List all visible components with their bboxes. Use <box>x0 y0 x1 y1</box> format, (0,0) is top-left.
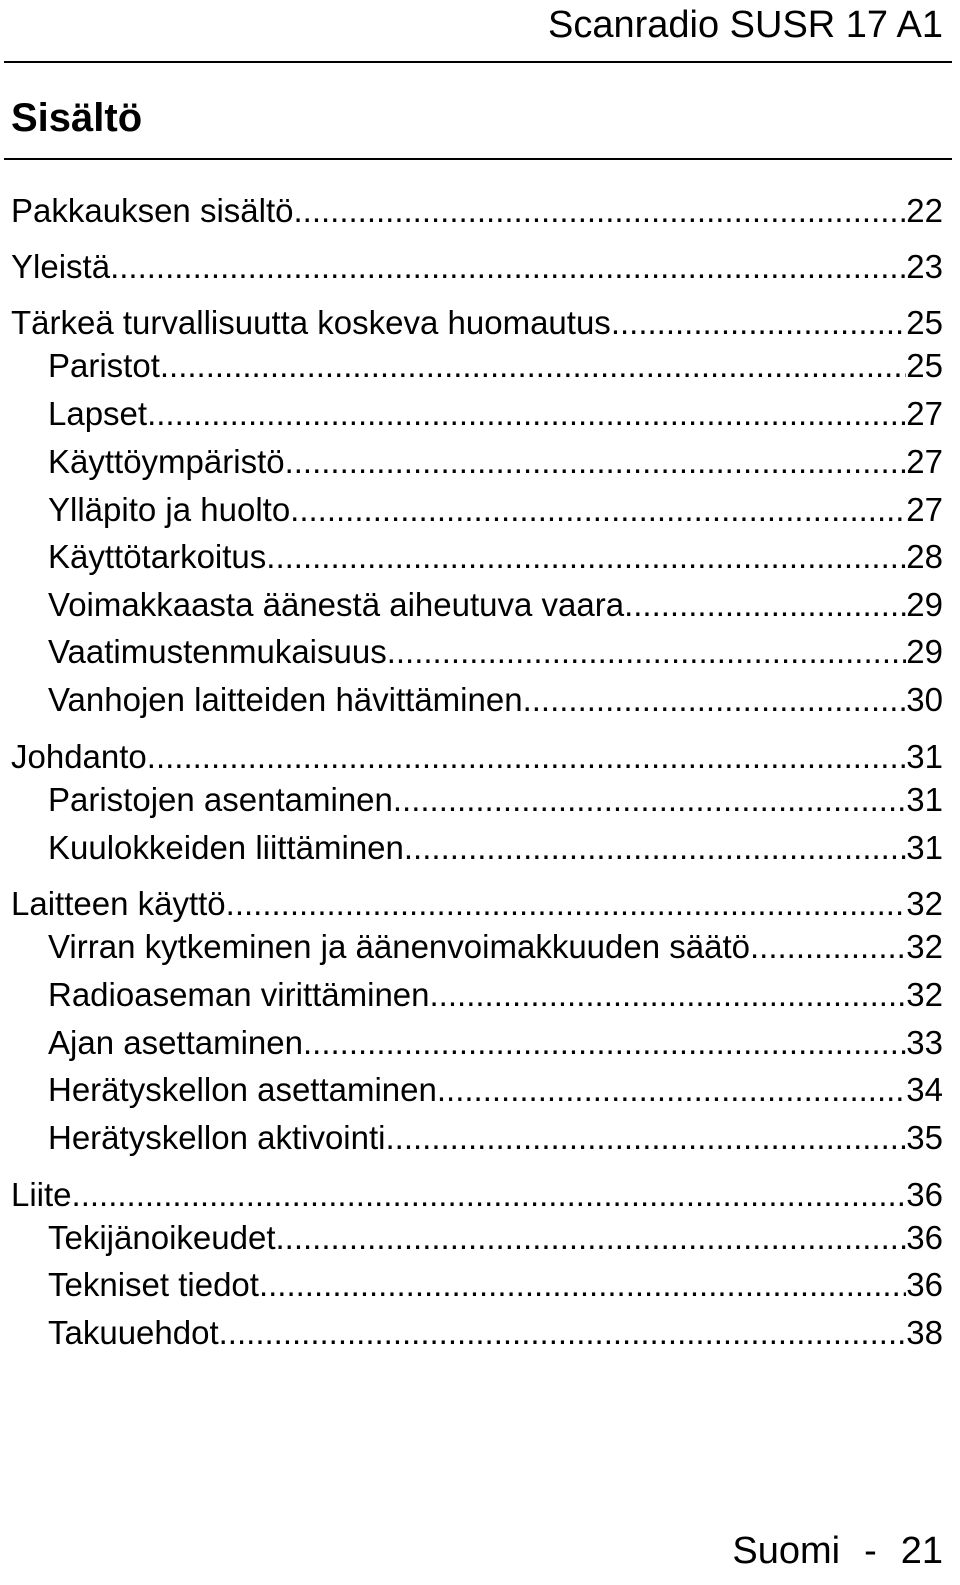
toc-dot-leader <box>160 346 906 386</box>
toc-entry-page: 27 <box>906 443 943 480</box>
toc-entry-page: 27 <box>906 395 943 432</box>
toc-entry-page: 30 <box>906 681 943 718</box>
toc-dot-leader <box>285 442 907 482</box>
toc-dot-leader <box>611 303 906 343</box>
toc-entry-page: 29 <box>906 633 943 670</box>
toc-entry-page: 36 <box>906 1219 943 1256</box>
toc-entry-label: Tekijänoikeudet <box>48 1219 276 1256</box>
toc-entry-label: Ylläpito ja huolto <box>48 491 291 528</box>
page-footer <box>732 1528 943 1574</box>
toc-dot-leader <box>750 927 906 967</box>
toc-entry-label: Voimakkaasta äänestä aiheutuva vaara <box>48 586 625 623</box>
toc-entry-label: Herätyskellon asettaminen <box>48 1071 437 1108</box>
toc-entry-label: Liite <box>11 1176 72 1213</box>
toc-entry-label: Vanhojen laitteiden hävittäminen <box>48 681 523 718</box>
toc-entry[interactable] <box>48 780 943 820</box>
toc-entry-label: Johdanto <box>11 738 147 775</box>
toc-entry[interactable] <box>11 247 943 287</box>
toc-entry-page: 29 <box>906 586 943 623</box>
toc-entry-label: Takuuehdot <box>48 1314 219 1351</box>
toc-entry[interactable] <box>48 1218 943 1258</box>
toc-entry-label: Pakkauksen sisältö <box>11 192 294 229</box>
toc-entry-label: Virran kytkeminen ja äänenvoimakkuuden säätö <box>48 928 750 965</box>
toc-entry[interactable] <box>48 975 943 1015</box>
toc-entry-page: 31 <box>906 781 943 818</box>
toc-entry[interactable] <box>48 1265 943 1305</box>
toc-entry[interactable] <box>11 191 943 231</box>
toc-entry-page: 35 <box>906 1119 943 1156</box>
toc-entry[interactable] <box>48 828 943 868</box>
toc-entry[interactable] <box>48 490 943 530</box>
toc-entry-label: Paristot <box>48 347 160 384</box>
toc-entry-page: 31 <box>906 829 943 866</box>
toc-entry[interactable] <box>48 394 943 434</box>
toc-dot-leader <box>393 780 906 820</box>
toc-entry-label: Kuulokkeiden liittäminen <box>48 829 404 866</box>
toc-dot-leader <box>624 585 906 625</box>
toc-entry-label: Lapset <box>48 395 148 432</box>
toc-entry[interactable] <box>48 1070 943 1110</box>
toc-dot-leader <box>226 884 907 924</box>
section-heading: Sisältö <box>11 96 143 140</box>
toc-entry-page: 25 <box>906 304 943 341</box>
toc-dot-leader <box>266 537 906 577</box>
toc-entry[interactable] <box>11 303 943 343</box>
toc-dot-leader <box>385 1118 906 1158</box>
toc-entry-page: 32 <box>906 976 943 1013</box>
toc-dot-leader <box>293 191 906 231</box>
toc-entry[interactable] <box>48 1118 943 1158</box>
toc-dot-leader <box>523 680 907 720</box>
footer-page-number: 21 <box>900 1530 943 1572</box>
toc-dot-leader <box>387 632 907 672</box>
toc-entry[interactable] <box>48 927 943 967</box>
toc-entry-page: 38 <box>906 1314 943 1351</box>
toc-entry-label: Laitteen käyttö <box>11 885 226 922</box>
toc-entry[interactable] <box>48 680 943 720</box>
toc-entry-label: Radioaseman virittäminen <box>48 976 430 1013</box>
toc-entry[interactable] <box>11 884 943 924</box>
toc-dot-leader <box>259 1265 906 1305</box>
toc-entry[interactable] <box>48 346 943 386</box>
toc-entry[interactable] <box>48 442 943 482</box>
toc-entry[interactable] <box>48 1023 943 1063</box>
toc-entry-label: Herätyskellon aktivointi <box>48 1119 386 1156</box>
toc-entry[interactable] <box>48 585 943 625</box>
toc-entry-label: Tärkeä turvallisuutta koskeva huomautus <box>11 304 611 341</box>
toc-entry-page: 31 <box>906 738 943 775</box>
toc-entry-label: Ajan asettaminen <box>48 1024 303 1061</box>
toc-dot-leader <box>219 1313 907 1353</box>
toc-entry-page: 32 <box>906 885 943 922</box>
toc-dot-leader <box>276 1218 907 1258</box>
toc-entry[interactable] <box>48 632 943 672</box>
toc-entry[interactable] <box>11 737 943 777</box>
toc-dot-leader <box>147 394 906 434</box>
toc-dot-leader <box>290 490 906 530</box>
toc-entry-page: 25 <box>906 347 943 384</box>
toc-entry-page: 28 <box>906 538 943 575</box>
toc-entry-label: Vaatimustenmukaisuus <box>48 633 387 670</box>
toc-entry-label: Paristojen asentaminen <box>48 781 393 818</box>
footer-language: Suomi <box>732 1530 841 1572</box>
toc-entry[interactable] <box>48 1313 943 1353</box>
document-header-title: Scanradio SUSR 17 A1 <box>547 4 943 46</box>
toc-entry-page: 22 <box>906 192 943 229</box>
toc-dot-leader <box>437 1070 906 1110</box>
footer-separator: - <box>864 1530 877 1572</box>
toc-entry-page: 27 <box>906 491 943 528</box>
toc-dot-leader <box>147 737 906 777</box>
toc-dot-leader <box>430 975 907 1015</box>
toc-entry[interactable] <box>11 1175 943 1215</box>
toc-dot-leader <box>404 828 906 868</box>
toc-entry-page: 36 <box>906 1266 943 1303</box>
toc-entry-page: 32 <box>906 928 943 965</box>
toc-dot-leader <box>72 1175 907 1215</box>
toc-dot-leader <box>110 247 906 287</box>
toc-entry-label: Käyttöympäristö <box>48 443 285 480</box>
toc-entry[interactable] <box>48 537 943 577</box>
toc-dot-leader <box>303 1023 906 1063</box>
toc-entry-page: 33 <box>906 1024 943 1061</box>
toc-entry-label: Käyttötarkoitus <box>48 538 267 575</box>
toc-entry-page: 36 <box>906 1176 943 1213</box>
toc-entry-page: 34 <box>906 1071 943 1108</box>
toc-entry-label: Tekniset tiedot <box>48 1266 259 1303</box>
toc-entry-page: 23 <box>906 248 943 285</box>
toc-entry-label: Yleistä <box>11 248 111 285</box>
